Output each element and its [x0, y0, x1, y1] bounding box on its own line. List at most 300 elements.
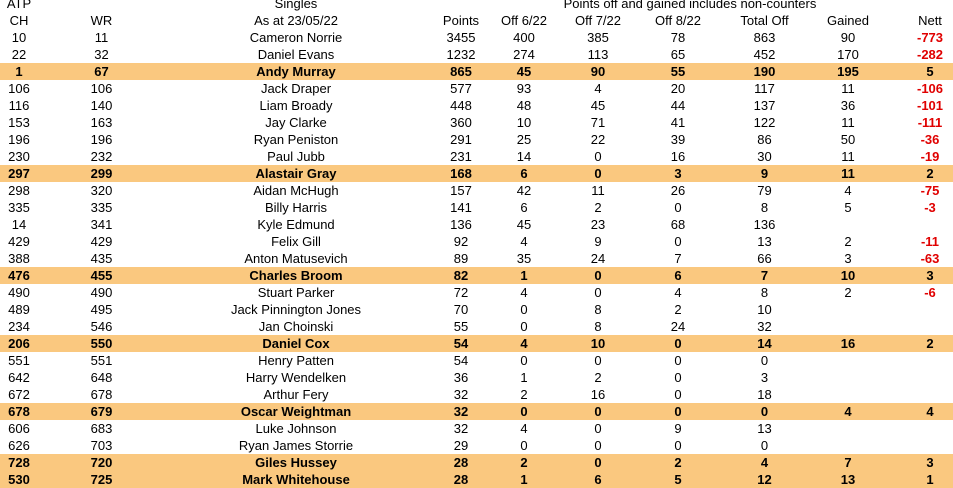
table-row [0, 250, 953, 267]
wr-cell: 320 [90, 183, 113, 198]
nett-cell: -63 [920, 251, 940, 266]
ch-cell: 388 [8, 251, 30, 266]
ch-cell: 606 [8, 421, 30, 436]
total-off-cell: 4 [760, 455, 769, 470]
off6-cell: 25 [516, 132, 532, 147]
nett-cell: -11 [920, 234, 940, 249]
total-off-cell: 452 [753, 47, 776, 62]
player-name-cell: Mark Whitehouse [242, 472, 350, 487]
player-name-cell: Aidan McHugh [253, 183, 339, 198]
off7-cell: 0 [594, 404, 602, 419]
player-name-cell: Jan Choinski [258, 319, 334, 334]
player-name-cell: Oscar Weightman [240, 404, 352, 419]
player-name-cell: Arthur Fery [263, 387, 329, 402]
player-name-cell: Stuart Parker [257, 285, 335, 300]
total-off-cell: 0 [760, 353, 769, 368]
player-name-cell: Paul Jubb [267, 149, 325, 164]
points-cell: 32 [453, 404, 469, 419]
table-row [0, 80, 953, 97]
gained-cell [816, 386, 880, 403]
off6-cell: 4 [520, 285, 528, 300]
off6-cell: 1 [520, 472, 528, 487]
ch-cell: 153 [8, 115, 30, 130]
nett-cell: -282 [916, 47, 944, 62]
gained-cell: 195 [837, 64, 859, 79]
off8-cell: 3 [674, 166, 682, 181]
nett-cell: -3 [924, 200, 936, 215]
off6-cell: 48 [516, 98, 532, 113]
gained-cell: 13 [840, 472, 856, 487]
off6-cell: 35 [516, 251, 532, 266]
off7-cell: 385 [587, 30, 609, 45]
total-off-cell: 13 [757, 421, 772, 436]
points-cell: 865 [450, 64, 472, 79]
ch-cell: 298 [8, 183, 30, 198]
off7-cell: 90 [590, 64, 606, 79]
gained-cell: 36 [840, 98, 856, 113]
points-cell: 36 [453, 370, 469, 385]
points-cell: 577 [450, 81, 472, 96]
off8-cell: 7 [674, 251, 682, 266]
col-header-points: Points [442, 13, 480, 28]
ch-cell: 551 [8, 353, 30, 368]
points-cell: 141 [450, 200, 472, 215]
col-header-total: Total Off [740, 13, 789, 28]
table-row [0, 369, 953, 386]
points-cell: 54 [453, 353, 469, 368]
points-cell: 55 [453, 319, 469, 334]
player-name-cell: Anton Matusevich [244, 251, 348, 266]
off7-cell: 24 [590, 251, 606, 266]
off8-cell: 9 [674, 421, 682, 436]
table-row [0, 216, 953, 233]
points-cell: 168 [450, 166, 472, 181]
player-name-cell: Daniel Cox [262, 336, 330, 351]
gained-cell [816, 420, 880, 437]
gained-cell: 11 [841, 166, 855, 181]
nett-cell: -773 [916, 30, 944, 45]
nett-cell: 3 [926, 455, 934, 470]
gained-cell [816, 369, 880, 386]
off7-cell: 0 [594, 149, 602, 164]
off7-cell: 0 [594, 353, 602, 368]
ch-cell: 230 [8, 149, 30, 164]
wr-cell: 341 [90, 217, 113, 232]
ch-cell: 530 [8, 472, 30, 487]
table-row [0, 386, 953, 403]
table-row [0, 301, 953, 318]
table-row [0, 233, 953, 250]
nett-cell: 2 [926, 336, 934, 351]
points-cell: 136 [450, 217, 472, 232]
gained-cell: 170 [837, 47, 859, 62]
off8-cell: 0 [674, 387, 682, 402]
total-off-cell: 7 [760, 268, 769, 283]
points-cell: 28 [453, 455, 469, 470]
total-off-cell: 30 [757, 149, 772, 164]
ch-cell: 14 [11, 217, 27, 232]
wr-cell: 550 [90, 336, 113, 351]
off7-cell: 113 [587, 47, 609, 62]
points-cell: 157 [450, 183, 472, 198]
off7-cell: 0 [594, 268, 602, 283]
off8-cell: 0 [674, 353, 682, 368]
col-header-wr: WR [90, 13, 113, 28]
wr-cell: 429 [90, 234, 113, 249]
off6-cell: 4 [520, 421, 528, 436]
wr-cell: 720 [90, 455, 113, 470]
off6-cell: 400 [513, 30, 535, 45]
table-row [0, 284, 953, 301]
points-cell: 1232 [446, 47, 476, 62]
wr-cell: 546 [90, 319, 113, 334]
total-off-cell: 12 [757, 472, 772, 487]
gained-cell [816, 318, 880, 335]
off6-cell: 0 [520, 438, 528, 453]
total-off-cell: 8 [760, 200, 769, 215]
total-off-cell: 79 [757, 183, 772, 198]
off6-cell: 45 [516, 64, 532, 79]
wr-cell: 683 [90, 421, 113, 436]
total-off-cell: 117 [754, 81, 775, 96]
points-cell: 72 [453, 285, 469, 300]
total-off-cell: 863 [753, 30, 776, 45]
col-header-off6: Off 6/22 [500, 13, 547, 28]
col-header-date: As at 23/05/22 [254, 13, 338, 28]
player-name-cell: Daniel Evans [257, 47, 335, 62]
player-name-cell: Liam Broady [259, 98, 333, 113]
total-off-cell: 14 [757, 336, 772, 351]
points-cell: 29 [453, 438, 469, 453]
col-header-ch: CH [9, 13, 29, 28]
player-name-cell: Andy Murray [256, 64, 336, 79]
nett-cell: 1 [926, 472, 934, 487]
total-off-cell: 3 [760, 370, 769, 385]
wr-cell: 551 [90, 353, 113, 368]
table-row [0, 318, 953, 335]
table-row [0, 199, 953, 216]
off8-cell: 0 [674, 438, 682, 453]
off6-cell: 274 [513, 47, 535, 62]
total-off-cell: 18 [757, 387, 772, 402]
wr-cell: 196 [90, 132, 113, 147]
nett-cell [880, 216, 953, 233]
nett-cell [880, 301, 953, 318]
player-rows [0, 29, 953, 488]
player-name-cell: Jay Clarke [265, 115, 327, 130]
off8-cell: 78 [670, 30, 686, 45]
player-name-cell: Jack Draper [260, 81, 332, 96]
off7-cell: 9 [594, 234, 602, 249]
total-off-cell: 137 [753, 98, 776, 113]
table-row [0, 114, 953, 131]
off6-cell: 2 [520, 387, 528, 402]
gained-cell [816, 301, 880, 318]
table-row [0, 165, 953, 182]
off8-cell: 16 [670, 149, 686, 164]
ch-cell: 196 [8, 132, 30, 147]
total-off-cell: 8 [760, 285, 769, 300]
wr-cell: 490 [90, 285, 113, 300]
off6-cell: 0 [520, 404, 528, 419]
points-cell: 3455 [446, 30, 476, 45]
ch-cell: 234 [8, 319, 30, 334]
off7-cell: 0 [594, 421, 602, 436]
gained-cell: 11 [841, 149, 855, 164]
total-off-cell: 10 [757, 302, 772, 317]
table-row [0, 437, 953, 454]
off7-cell: 0 [594, 166, 602, 181]
nett-cell [880, 420, 953, 437]
nett-cell: 5 [926, 64, 934, 79]
total-off-cell: 86 [757, 132, 772, 147]
off6-cell: 0 [520, 319, 528, 334]
col-header-nett: Nett [918, 13, 942, 28]
points-cell: 32 [453, 387, 469, 402]
off6-cell: 0 [520, 302, 528, 317]
nett-cell: -111 [917, 115, 943, 130]
points-cell: 32 [453, 421, 469, 436]
off7-cell: 0 [594, 438, 602, 453]
gained-cell: 16 [840, 336, 856, 351]
points-cell: 360 [450, 115, 472, 130]
points-cell: 28 [453, 472, 469, 487]
wr-cell: 648 [90, 370, 113, 385]
off6-cell: 42 [516, 183, 532, 198]
points-note: Points off and gained includes non-counters [563, 0, 817, 11]
off8-cell: 0 [674, 234, 682, 249]
off7-cell: 23 [590, 217, 606, 232]
player-name-cell: Jack Pinnington Jones [230, 302, 362, 317]
off6-cell: 6 [520, 200, 528, 215]
column-header-row [0, 12, 953, 29]
header-row-top [0, 0, 953, 12]
ch-cell: 626 [8, 438, 30, 453]
wr-cell: 232 [90, 149, 113, 164]
wr-cell: 435 [90, 251, 113, 266]
off8-cell: 41 [670, 115, 686, 130]
off7-cell: 6 [594, 472, 602, 487]
player-name-cell: Cameron Norrie [249, 30, 343, 45]
ch-cell: 678 [8, 404, 30, 419]
ch-cell: 22 [11, 47, 27, 62]
player-name-cell: Luke Johnson [255, 421, 337, 436]
singles-label: Singles [274, 0, 318, 11]
ch-cell: 10 [11, 30, 27, 45]
ch-cell: 206 [8, 336, 30, 351]
off7-cell: 2 [594, 370, 602, 385]
col-header-off7: Off 7/22 [574, 13, 621, 28]
off8-cell: 44 [670, 98, 686, 113]
total-off-cell: 66 [757, 251, 772, 266]
off7-cell: 22 [590, 132, 606, 147]
total-off-cell: 0 [760, 438, 769, 453]
off7-cell: 16 [590, 387, 606, 402]
off7-cell: 0 [594, 455, 602, 470]
off6-cell: 14 [516, 149, 532, 164]
nett-cell: -36 [920, 132, 940, 147]
off7-cell: 45 [590, 98, 606, 113]
player-name-cell: Ryan James Storrie [238, 438, 354, 453]
wr-cell: 163 [90, 115, 113, 130]
total-off-cell: 122 [753, 115, 776, 130]
table-row [0, 471, 953, 488]
total-off-cell: 136 [753, 217, 776, 232]
off8-cell: 65 [670, 47, 686, 62]
table-row [0, 29, 953, 46]
table-row [0, 454, 953, 471]
wr-cell: 67 [94, 64, 109, 79]
table-row [0, 46, 953, 63]
total-off-cell: 9 [760, 166, 769, 181]
gained-cell: 5 [844, 200, 852, 215]
gained-cell: 2 [844, 234, 852, 249]
gained-cell: 4 [844, 183, 852, 198]
off8-cell: 5 [674, 472, 682, 487]
wr-cell: 703 [90, 438, 113, 453]
ch-cell: 429 [8, 234, 30, 249]
off6-cell: 2 [520, 455, 528, 470]
off8-cell: 0 [674, 404, 682, 419]
nett-cell [880, 437, 953, 454]
table-row [0, 335, 953, 352]
player-name-cell: Kyle Edmund [257, 217, 335, 232]
off6-cell: 4 [520, 336, 528, 351]
off8-cell: 2 [674, 455, 682, 470]
ch-cell: 106 [8, 81, 30, 96]
gained-cell: 2 [844, 285, 852, 300]
off7-cell: 11 [591, 183, 605, 198]
off6-cell: 0 [520, 353, 528, 368]
wr-cell: 455 [90, 268, 113, 283]
total-off-cell: 190 [753, 64, 776, 79]
wr-cell: 32 [94, 47, 109, 62]
off7-cell: 4 [594, 81, 602, 96]
col-header-gained: Gained [827, 13, 869, 28]
off6-cell: 4 [520, 234, 528, 249]
total-off-cell: 32 [757, 319, 772, 334]
total-off-cell: 13 [757, 234, 772, 249]
off7-cell: 71 [590, 115, 606, 130]
off6-cell: 1 [520, 268, 528, 283]
nett-cell [880, 352, 953, 369]
wr-cell: 678 [90, 387, 113, 402]
points-cell: 54 [453, 336, 469, 351]
points-cell: 82 [453, 268, 469, 283]
player-name-cell: Henry Patten [258, 353, 334, 368]
table-row [0, 63, 953, 80]
gained-cell: 11 [841, 81, 855, 96]
player-name-cell: Giles Hussey [255, 455, 337, 470]
ch-cell: 476 [8, 268, 30, 283]
off6-cell: 45 [516, 217, 532, 232]
atp-label: ATP [6, 0, 32, 11]
gained-cell: 3 [844, 251, 852, 266]
off7-cell: 10 [590, 336, 606, 351]
off8-cell: 26 [670, 183, 686, 198]
nett-cell: -106 [916, 81, 944, 96]
nett-cell: -19 [920, 149, 940, 164]
player-name-cell: Ryan Peniston [253, 132, 339, 147]
gained-cell: 90 [840, 30, 856, 45]
off8-cell: 0 [674, 200, 682, 215]
wr-cell: 679 [90, 404, 113, 419]
ch-cell: 297 [8, 166, 30, 181]
wr-cell: 335 [90, 200, 113, 215]
table-row [0, 182, 953, 199]
table-row [0, 403, 953, 420]
wr-cell: 299 [90, 166, 113, 181]
ch-cell: 335 [8, 200, 30, 215]
ch-cell: 672 [8, 387, 30, 402]
gained-cell: 4 [844, 404, 852, 419]
nett-cell: -101 [916, 98, 944, 113]
off7-cell: 8 [594, 302, 602, 317]
off7-cell: 8 [594, 319, 602, 334]
off8-cell: 20 [670, 81, 686, 96]
points-cell: 448 [450, 98, 472, 113]
gained-cell: 7 [844, 455, 852, 470]
off8-cell: 0 [674, 370, 682, 385]
off6-cell: 1 [520, 370, 528, 385]
off6-cell: 10 [516, 115, 532, 130]
player-name-cell: Alastair Gray [255, 166, 337, 181]
wr-cell: 11 [94, 30, 109, 45]
col-header-off8: Off 8/22 [654, 13, 701, 28]
wr-cell: 725 [90, 472, 113, 487]
off8-cell: 2 [674, 302, 682, 317]
nett-cell: 2 [926, 166, 934, 181]
gained-cell [816, 216, 880, 233]
off8-cell: 4 [674, 285, 682, 300]
nett-cell: 3 [926, 268, 934, 283]
nett-cell [880, 369, 953, 386]
nett-cell: 4 [926, 404, 934, 419]
ch-cell: 1 [15, 64, 23, 79]
nett-cell [880, 318, 953, 335]
off8-cell: 24 [670, 319, 686, 334]
table-row [0, 97, 953, 114]
ch-cell: 490 [8, 285, 30, 300]
nett-cell: -75 [920, 183, 940, 198]
gained-cell [816, 352, 880, 369]
table-row [0, 131, 953, 148]
off8-cell: 0 [674, 336, 682, 351]
wr-cell: 495 [90, 302, 113, 317]
gained-cell: 11 [841, 115, 855, 130]
wr-cell: 106 [90, 81, 113, 96]
ch-cell: 728 [8, 455, 30, 470]
gained-cell: 10 [840, 268, 856, 283]
points-cell: 89 [453, 251, 469, 266]
player-name-cell: Billy Harris [264, 200, 328, 215]
off8-cell: 68 [670, 217, 686, 232]
off6-cell: 93 [516, 81, 532, 96]
off7-cell: 2 [594, 200, 602, 215]
off7-cell: 0 [594, 285, 602, 300]
table-row [0, 148, 953, 165]
ch-cell: 116 [8, 98, 30, 113]
player-name-cell: Felix Gill [271, 234, 321, 249]
off8-cell: 39 [670, 132, 686, 147]
points-cell: 231 [450, 149, 472, 164]
gained-cell: 50 [840, 132, 856, 147]
nett-cell [880, 386, 953, 403]
table-row [0, 352, 953, 369]
table-row [0, 420, 953, 437]
points-cell: 92 [453, 234, 469, 249]
points-cell: 70 [453, 302, 469, 317]
